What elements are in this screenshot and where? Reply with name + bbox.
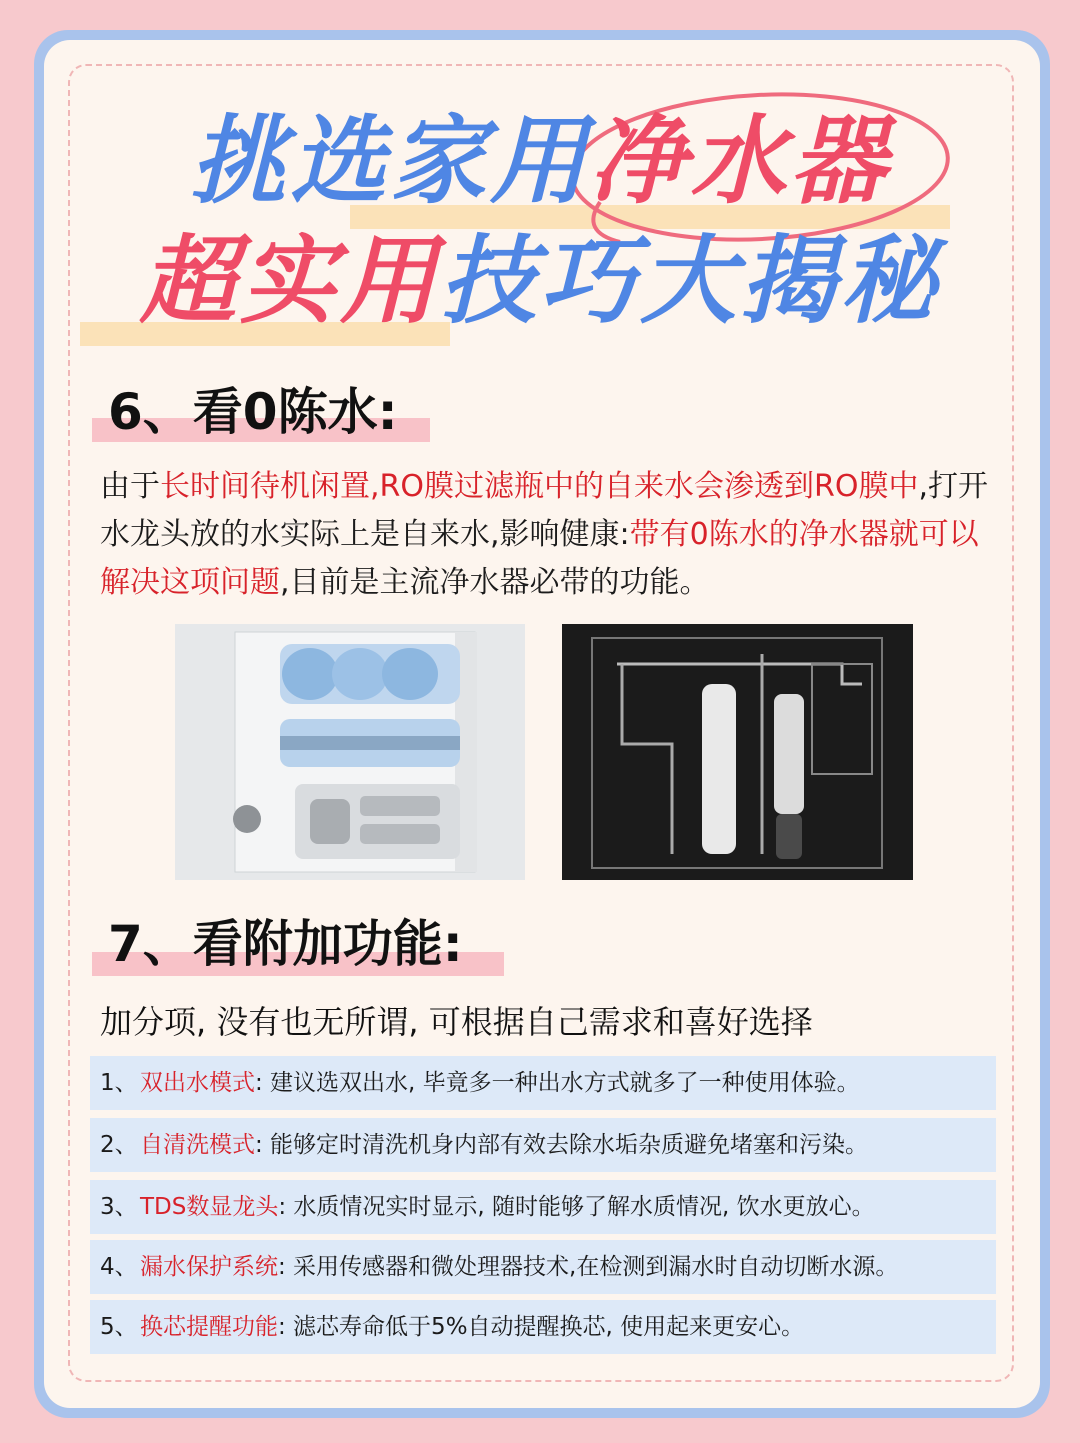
feature-desc: : 采用传感器和微处理器技术,在检测到漏水时自动切断水源。 xyxy=(278,1254,899,1280)
feature-desc: : 水质情况实时显示, 随时能够了解水质情况, 饮水更放心。 xyxy=(278,1194,875,1220)
body-text: 由于 xyxy=(100,469,160,504)
feature-desc: : 建议选双出水, 毕竟多一种出水方式就多了一种使用体验。 xyxy=(255,1070,860,1096)
section7-heading: 7、看附加功能: xyxy=(108,915,463,973)
feature-name: 自清洗模式 xyxy=(140,1132,255,1158)
page-title-line1 xyxy=(0,106,1080,216)
feature-name: 漏水保护系统 xyxy=(140,1254,278,1280)
feature-number: 2、 xyxy=(100,1132,138,1158)
feature-row xyxy=(90,1056,996,1110)
highlighted-text: 带有0陈水的净水器就可以解决这项问题 xyxy=(100,517,979,600)
purifier-image-white xyxy=(175,624,525,880)
feature-row xyxy=(90,1240,996,1294)
feature-name: 双出水模式 xyxy=(140,1070,255,1096)
feature-number: 4、 xyxy=(100,1254,138,1280)
feature-row xyxy=(90,1180,996,1234)
feature-row xyxy=(90,1300,996,1354)
title-part: 净水器 xyxy=(590,105,890,217)
section6-paragraph xyxy=(100,463,1000,607)
feature-number: 1、 xyxy=(100,1070,138,1096)
feature-number: 3、 xyxy=(100,1194,138,1220)
body-text: ,目前是主流净水器必带的功能。 xyxy=(280,565,710,600)
feature-name: TDS数显龙头 xyxy=(140,1194,279,1220)
section6-heading: 6、看0陈水: xyxy=(108,383,398,441)
purifier-image-transparent xyxy=(562,624,913,880)
highlighted-text: 长时间待机闲置,RO膜过滤瓶中的自来水会渗透到RO膜中 xyxy=(160,469,919,504)
title-part: 挑选家用 xyxy=(190,105,590,217)
page-title-line2 xyxy=(0,226,1080,336)
body-text: ,打开水龙头放的水实际上是自来水,影响健康: xyxy=(100,469,988,552)
section7-intro: 加分项, 没有也无所谓, 可根据自己需求和喜好选择 xyxy=(100,1003,813,1041)
feature-row xyxy=(90,1118,996,1172)
feature-desc: : 滤芯寿命低于5%自动提醒换芯, 使用起来更安心。 xyxy=(278,1314,805,1340)
feature-desc: : 能够定时清洗机身内部有效去除水垢杂质避免堵塞和污染。 xyxy=(255,1132,869,1158)
title-part: 技巧大揭秘 xyxy=(440,225,940,337)
feature-name: 换芯提醒功能 xyxy=(140,1314,278,1340)
title-part: 超实用 xyxy=(140,225,440,337)
feature-number: 5、 xyxy=(100,1314,138,1340)
